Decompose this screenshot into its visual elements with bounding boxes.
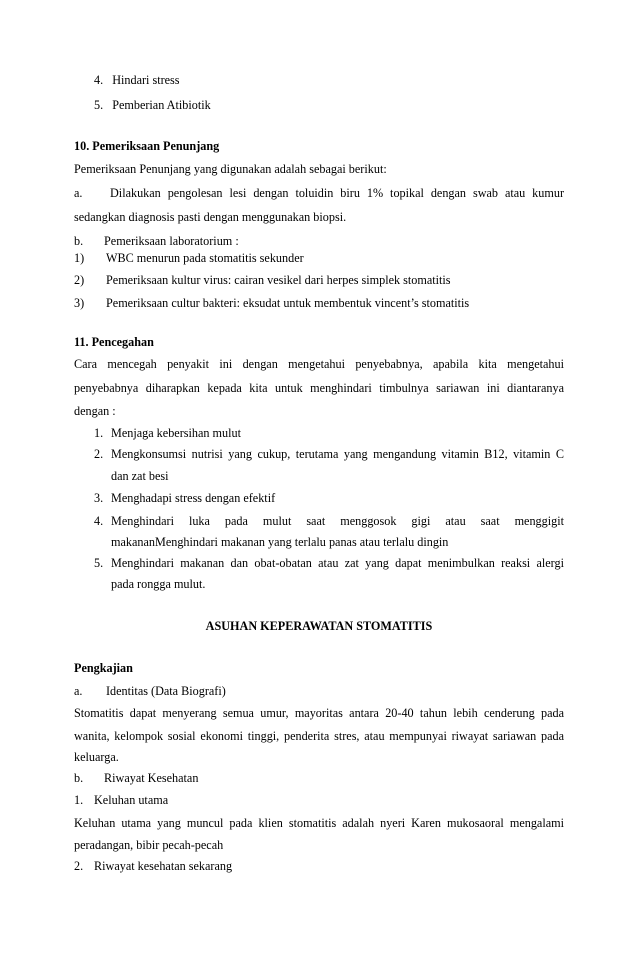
- list-number: 1): [74, 251, 85, 265]
- section-heading: 10. Pemeriksaan Penunjang: [74, 139, 220, 153]
- list-number: 2.: [74, 859, 84, 873]
- list-text: Pemberian Atibiotik: [112, 98, 211, 112]
- paragraph-line: peradangan, bibir pecah-pecah: [74, 838, 224, 852]
- list-number: 3.: [94, 491, 104, 505]
- paragraph-line: Cara mencegah penyakit ini dengan mengetahui penyebabnya, apabila kita mengetahui: [74, 357, 564, 371]
- list-text-continued: dan zat besi: [111, 469, 169, 483]
- item-label: a.: [74, 684, 83, 698]
- paragraph-line: Pemeriksaan Penunjang yang digunakan adalah sebagai berikut:: [74, 162, 387, 176]
- item-text: Identitas (Data Biografi): [106, 684, 226, 698]
- list-text-continued: pada rongga mulut.: [111, 577, 206, 591]
- list-number: 5.: [94, 98, 104, 112]
- list-number: 2): [74, 273, 85, 287]
- list-text: Hindari stress: [112, 73, 180, 87]
- list-number: 1.: [74, 793, 84, 807]
- list-number: 1.: [94, 426, 104, 440]
- list-text: Riwayat kesehatan sekarang: [94, 859, 233, 873]
- list-text: WBC menurun pada stomatitis sekunder: [106, 251, 304, 265]
- item-label: a.: [74, 186, 83, 200]
- list-number: 5.: [94, 556, 104, 570]
- item-text: Riwayat Kesehatan: [104, 771, 199, 785]
- list-text: Menghadapi stress dengan efektif: [111, 491, 276, 505]
- list-number: 3): [74, 296, 85, 310]
- list-text: Pemeriksaan kultur virus: cairan vesikel dari herpes simplek stomatitis: [106, 273, 451, 287]
- list-text-continued: makananMenghindari makanan yang terlalu panas atau terlalu dingin: [111, 535, 449, 549]
- paragraph-line: Dilakukan pengolesan lesi dengan toluidin biru 1% topikal dengan swab atau kumur: [110, 186, 564, 200]
- section-heading: Pengkajian: [74, 661, 133, 675]
- document-title: ASUHAN KEPERAWATAN STOMATITIS: [205, 619, 433, 633]
- list-number: 4.: [94, 73, 104, 87]
- paragraph-line: Keluhan utama yang muncul pada klien stomatitis adalah nyeri Karen mukosaoral mengalami: [74, 816, 564, 830]
- list-text: Menjaga kebersihan mulut: [111, 426, 241, 440]
- item-text: Pemeriksaan laboratorium :: [104, 234, 239, 248]
- list-number: 2.: [94, 447, 104, 461]
- list-text: Menghindari luka pada mulut saat menggosok gigi atau saat menggigit: [111, 514, 564, 528]
- list-item: [94, 97, 211, 113]
- paragraph-line: penyebabnya diharapkan kepada kita untuk menghindari timbulnya sariawan ini diantaranya: [74, 381, 564, 395]
- list-item: [94, 72, 180, 88]
- list-number: 4.: [94, 514, 104, 528]
- item-label: b.: [74, 234, 84, 248]
- list-text: Menghindari makanan dan obat-obatan atau zat yang dapat menimbulkan reaksi alergi: [111, 556, 564, 570]
- list-text: Pemeriksaan cultur bakteri: eksudat untuk membentuk vincent’s stomatitis: [106, 296, 470, 310]
- paragraph-line: wanita, kelompok sosial ekonomi tinggi, penderita stres, atau mempunyai riwayat sariawan pada: [74, 729, 564, 743]
- item-label: b.: [74, 771, 84, 785]
- paragraph-line: dengan :: [74, 404, 116, 418]
- paragraph-line: keluarga.: [74, 750, 119, 764]
- paragraph-line: sedangkan diagnosis pasti dengan menggunakan biopsi.: [74, 210, 347, 224]
- section-heading: 11. Pencegahan: [74, 335, 154, 349]
- list-text: Keluhan utama: [94, 793, 169, 807]
- paragraph-line: Stomatitis dapat menyerang semua umur, mayoritas antara 20-40 tahun lebih cenderung pada: [74, 706, 564, 720]
- list-text: Mengkonsumsi nutrisi yang cukup, terutama yang mengandung vitamin B12, vitamin C: [111, 447, 564, 461]
